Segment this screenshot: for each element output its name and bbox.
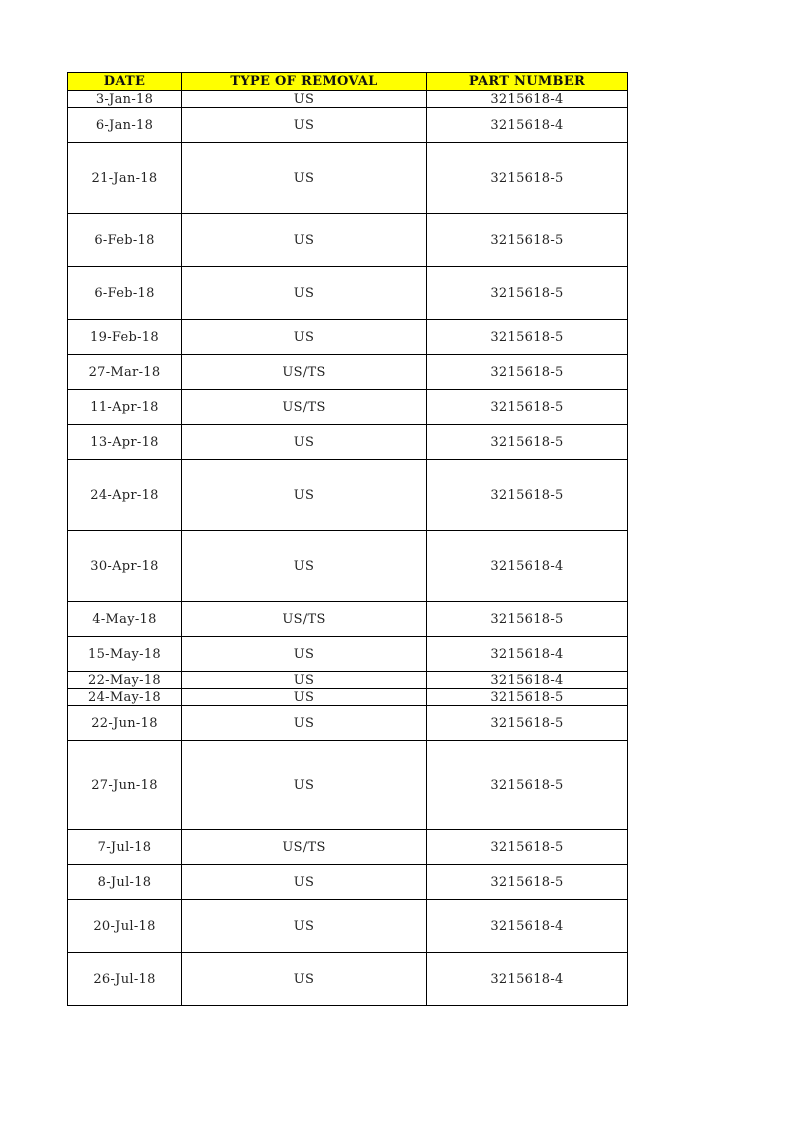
date-cell: 19-Feb-18 bbox=[68, 320, 182, 355]
type-cell: US bbox=[182, 91, 427, 108]
part-number-cell: 3215618-4 bbox=[427, 900, 628, 953]
table-row bbox=[68, 460, 628, 531]
type-cell: US bbox=[182, 706, 427, 741]
table-row bbox=[68, 865, 628, 900]
type-cell: US bbox=[182, 425, 427, 460]
part-number-cell: 3215618-5 bbox=[427, 689, 628, 706]
type-cell: US bbox=[182, 900, 427, 953]
part-number-cell: 3215618-5 bbox=[427, 425, 628, 460]
table-row bbox=[68, 741, 628, 830]
table-row bbox=[68, 602, 628, 637]
date-cell: 22-May-18 bbox=[68, 672, 182, 689]
part-number-cell: 3215618-4 bbox=[427, 531, 628, 602]
type-cell: US bbox=[182, 531, 427, 602]
date-cell: 3-Jan-18 bbox=[68, 91, 182, 108]
part-number-cell: 3215618-5 bbox=[427, 602, 628, 637]
date-cell: 27-Jun-18 bbox=[68, 741, 182, 830]
date-cell: 6-Feb-18 bbox=[68, 267, 182, 320]
type-cell: US/TS bbox=[182, 355, 427, 390]
part-number-cell: 3215618-5 bbox=[427, 355, 628, 390]
table-row bbox=[68, 830, 628, 865]
table-row bbox=[68, 91, 628, 108]
date-cell: 13-Apr-18 bbox=[68, 425, 182, 460]
part-number-cell: 3215618-5 bbox=[427, 390, 628, 425]
date-column-header: DATE bbox=[68, 73, 182, 91]
date-cell: 22-Jun-18 bbox=[68, 706, 182, 741]
table-row bbox=[68, 143, 628, 214]
date-cell: 6-Jan-18 bbox=[68, 108, 182, 143]
date-cell: 27-Mar-18 bbox=[68, 355, 182, 390]
table-row bbox=[68, 953, 628, 1006]
type-cell: US bbox=[182, 214, 427, 267]
part-number-cell: 3215618-5 bbox=[427, 460, 628, 531]
part-number-cell: 3215618-5 bbox=[427, 741, 628, 830]
table-row bbox=[68, 267, 628, 320]
table-row bbox=[68, 214, 628, 267]
date-cell: 21-Jan-18 bbox=[68, 143, 182, 214]
date-cell: 24-Apr-18 bbox=[68, 460, 182, 531]
table-row bbox=[68, 689, 628, 706]
table-row bbox=[68, 672, 628, 689]
removal-table bbox=[67, 72, 628, 1006]
part-number-cell: 3215618-5 bbox=[427, 865, 628, 900]
type-cell: US bbox=[182, 143, 427, 214]
table-row bbox=[68, 108, 628, 143]
date-cell: 8-Jul-18 bbox=[68, 865, 182, 900]
date-cell: 20-Jul-18 bbox=[68, 900, 182, 953]
date-cell: 7-Jul-18 bbox=[68, 830, 182, 865]
date-cell: 6-Feb-18 bbox=[68, 214, 182, 267]
type-cell: US bbox=[182, 108, 427, 143]
type-of-removal-column-header: TYPE OF REMOVAL bbox=[182, 73, 427, 91]
date-cell: 24-May-18 bbox=[68, 689, 182, 706]
part-number-cell: 3215618-4 bbox=[427, 108, 628, 143]
table-row bbox=[68, 355, 628, 390]
type-cell: US bbox=[182, 741, 427, 830]
type-cell: US bbox=[182, 865, 427, 900]
part-number-cell: 3215618-4 bbox=[427, 953, 628, 1006]
type-cell: US bbox=[182, 672, 427, 689]
date-cell: 4-May-18 bbox=[68, 602, 182, 637]
table-row bbox=[68, 390, 628, 425]
type-cell: US bbox=[182, 637, 427, 672]
part-number-cell: 3215618-4 bbox=[427, 672, 628, 689]
type-cell: US/TS bbox=[182, 390, 427, 425]
table-row bbox=[68, 900, 628, 953]
type-cell: US bbox=[182, 460, 427, 531]
type-cell: US bbox=[182, 320, 427, 355]
part-number-cell: 3215618-5 bbox=[427, 706, 628, 741]
part-number-cell: 3215618-4 bbox=[427, 637, 628, 672]
type-cell: US/TS bbox=[182, 602, 427, 637]
table-row bbox=[68, 425, 628, 460]
part-number-cell: 3215618-5 bbox=[427, 320, 628, 355]
table-row bbox=[68, 320, 628, 355]
table-row bbox=[68, 637, 628, 672]
type-cell: US/TS bbox=[182, 830, 427, 865]
table-row bbox=[68, 706, 628, 741]
part-number-column-header: PART NUMBER bbox=[427, 73, 628, 91]
type-cell: US bbox=[182, 953, 427, 1006]
date-cell: 26-Jul-18 bbox=[68, 953, 182, 1006]
date-cell: 30-Apr-18 bbox=[68, 531, 182, 602]
part-number-cell: 3215618-4 bbox=[427, 91, 628, 108]
table-row bbox=[68, 531, 628, 602]
type-cell: US bbox=[182, 689, 427, 706]
date-cell: 15-May-18 bbox=[68, 637, 182, 672]
part-number-cell: 3215618-5 bbox=[427, 214, 628, 267]
part-number-cell: 3215618-5 bbox=[427, 143, 628, 214]
part-number-cell: 3215618-5 bbox=[427, 830, 628, 865]
date-cell: 11-Apr-18 bbox=[68, 390, 182, 425]
part-number-cell: 3215618-5 bbox=[427, 267, 628, 320]
type-cell: US bbox=[182, 267, 427, 320]
header-row bbox=[68, 73, 628, 91]
